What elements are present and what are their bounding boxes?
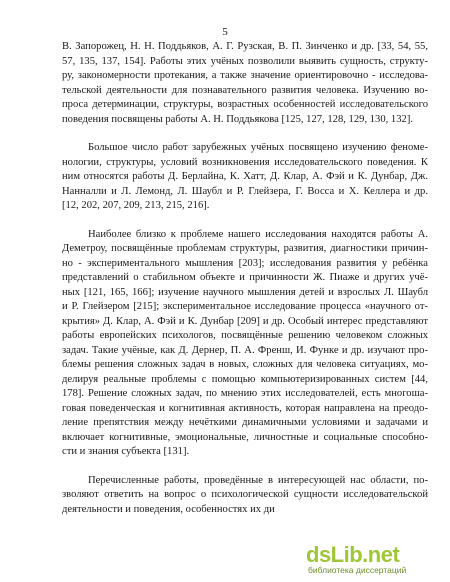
dslib-watermark <box>306 540 444 576</box>
text-line: сти и знания субъекта [131]. <box>62 446 190 457</box>
text-line: зволяют ответить на вопрос о психологической сущности исследовательской <box>62 489 428 500</box>
text-line: но - экспериментального мышления [203]; исследования развития у ребёнка <box>62 257 428 269</box>
page-number: 5 <box>222 26 228 38</box>
paragraph-1 <box>62 40 428 127</box>
text-line: Перечисленные работы, проведённые в интересующей нас области, по- <box>88 474 428 486</box>
watermark-logo: dsLib.net <box>306 542 400 567</box>
text-line: крытия» Д. Клар, А. Фэй и К. Дунбар [209] и др. Особый интерес представляют <box>62 315 428 327</box>
text-line: ных [121, 165, 166]; изучение научного мышления детей и взрослых Л. Шаубл <box>62 286 428 298</box>
text-line: делируя реальные проблемы с помощью компьютеризированных систем [44, <box>62 373 428 385</box>
text-line: тельской деятельности для познавательного развития человека. Изучению во- <box>62 84 428 96</box>
text-line: блемы решения сложных задач в новых, сложных для человека ситуациях, мо- <box>62 359 428 370</box>
text-line: [12, 202, 207, 209, 213, 215, 216]. <box>62 200 210 211</box>
text-line: Деметроу, посвящённые проблемам структуры, развития, диагностики причин- <box>62 243 428 254</box>
text-line: нологии, структуры, условий возникновения исследовательского поведения. К <box>62 156 428 168</box>
text-line: проса детерминации, структуры, возрастных особенностей исследовательского <box>62 99 428 110</box>
paragraph-4 <box>62 474 428 518</box>
text-line: Наиболее близко к проблеме нашего исследования находятся работы А. <box>88 228 428 240</box>
text-line: включает когнитивные, эмоциональные, личностные и социальные способно- <box>62 431 428 443</box>
text-line: представлений о стабильном объекте и причинности Ж. Пиаже и других учё- <box>62 272 428 283</box>
text-line: ление препятствия между нечёткими динамичными условиями и задачами и <box>62 417 428 428</box>
text-line: задач. Такие учёные, как Д. Дернер, П. А. Френш, И. Функе и др. изучают про- <box>62 344 428 356</box>
text-line: и Р. Глейзером [215]; экспериментальное исследование процесса «научного от- <box>62 301 428 312</box>
text-line: ру, закономерности протекания, а также значение ориентировочно - исследова- <box>62 70 428 81</box>
text-line: работы европейских психологов, посвящённые решению человеком сложных <box>62 330 428 341</box>
paragraph-2 <box>62 141 428 214</box>
text-line: деятельности и поведения, особенностях их ди <box>62 503 275 515</box>
text-line: В. Запорожец, Н. Н. Поддьяков, А. Г. Рузская, В. П. Зинченко и др. [33, 54, 55, <box>62 41 428 52</box>
text-line: Большое число работ зарубежных учёных посвящено изучению феноме- <box>88 142 428 153</box>
text-line: ним относятся работы Д. Берлайна, К. Хатт, Д. Клар, А. Фэй и К. Дунбар, Дж. <box>62 171 428 182</box>
text-line: говая поведенческая и когнитивная активность, которая направлена на преодо- <box>62 402 428 414</box>
text-line: 178]. Решение сложных задач, по мнению этих исследователей, есть многоша- <box>62 388 428 399</box>
paragraph-3 <box>62 228 428 460</box>
text-line: Нанналли и Л. Лемонд, Л. Шаубл и Р. Глейзера, Г. Восса и Х. Келлера и др. <box>62 185 428 197</box>
watermark-subtitle: библиотека диссертаций <box>308 565 407 575</box>
text-line: 57, 135, 137, 154]. Работы этих учёных позволили выявить сущность, структу- <box>62 55 428 67</box>
document-body <box>62 40 428 531</box>
text-line: поведения посвящены работы А. Н. Поддьякова [125, 127, 128, 129, 130, 132]. <box>62 113 413 125</box>
